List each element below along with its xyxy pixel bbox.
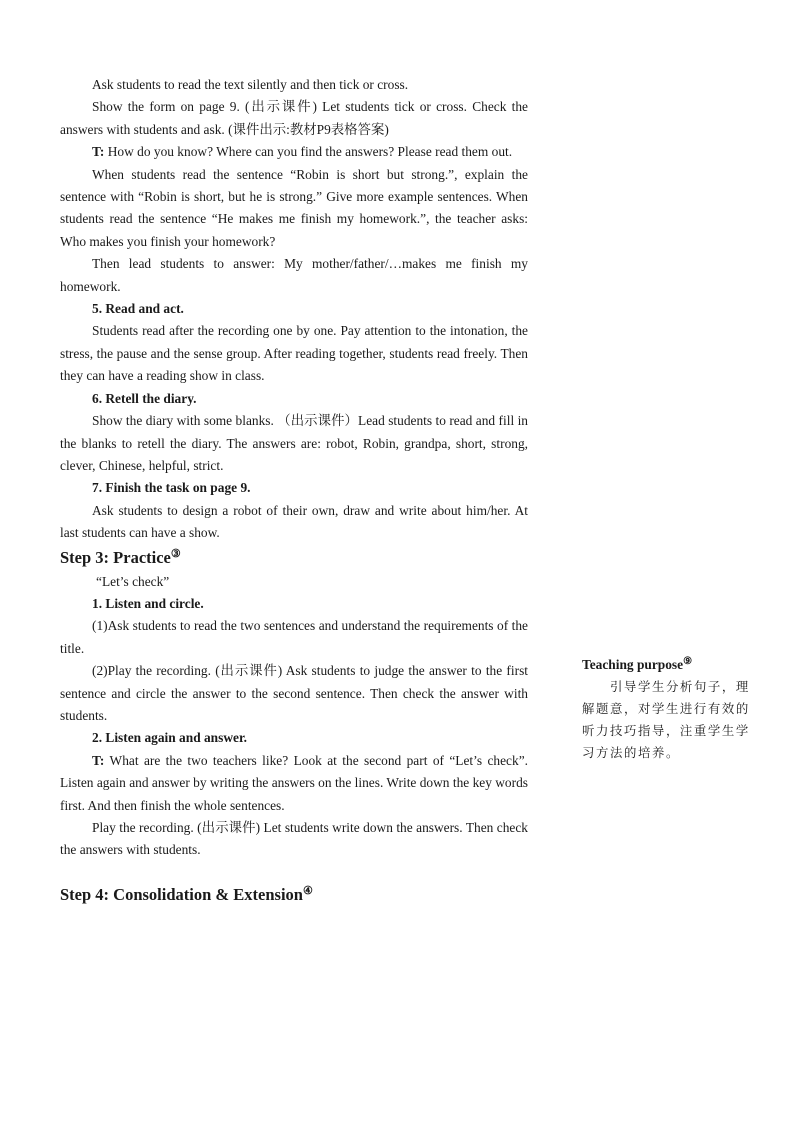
paragraph-teacher-question (60, 141, 528, 163)
paragraph-lead-answer: Then lead students to answer: My mother/father/…makes me finish my homework. (60, 256, 528, 294)
paragraph-read-two-sentences: (1)Ask students to read the two sentences and understand the requirements of the title. (60, 618, 528, 656)
step3-footnote-mark: ③ (170, 547, 181, 560)
paragraph-two-teachers (60, 750, 528, 817)
paragraph-robin-sentence: When students read the sentence “Robin is short but strong.”, explain the sentence with “Robin is short, but he is strong.” Give more example sentences. When students read the sentence “He makes me finish my homework.”, the teacher asks: Who makes you finish your homework? (60, 166, 528, 249)
heading-finish-task: 7. Finish the task on page 9. (92, 480, 251, 496)
heading-retell-diary: 6. Retell the diary. (92, 390, 197, 406)
teaching-purpose-title: Teaching purpose (582, 657, 684, 672)
two-teachers-text: What are the two teachers like? Look at the second part of “Let’s check”. Listen again and answer by writing the answers on the lines. Write down the key words first. And then finish the whole sentences. (60, 752, 528, 813)
step3-heading (60, 545, 528, 571)
step4-heading (60, 882, 528, 908)
paragraph-read-after-recording: Students read after the recording one by one. Pay attention to the intonation, the stress, the pause and the sense group. After reading together, students read freely. Then they can have a reading show in class. (60, 323, 528, 384)
teaching-purpose-mark: ⑨ (683, 656, 693, 667)
step3-title: Step 3: Practice (60, 547, 171, 567)
speaker-label: T: (92, 144, 105, 160)
heading-listen-circle: 1. Listen and circle. (92, 595, 204, 611)
paragraph-diary-blanks: Show the diary with some blanks. （出示课件）Lead students to read and fill in the blanks to retell the diary. The answers are: robot, Robin, grandpa, short, strong, clever, Chinese, helpful, strict. (60, 413, 528, 473)
paragraph-play-recording-write: Play the recording. (出示课件) Let students write down the answers. Then check the answers with students. (60, 820, 528, 858)
teaching-purpose-heading (582, 654, 752, 676)
teaching-purpose-sidebar (582, 654, 752, 764)
heading-read-and-act: 5. Read and act. (92, 301, 184, 317)
heading-listen-answer: 2. Listen again and answer. (92, 730, 248, 746)
spacer (60, 862, 528, 882)
paragraph-play-recording-judge: (2)Play the recording. (出示课件) Ask students to judge the answer to the first sentence and circle the answer to the second sentence. Then check the answer with students. (60, 663, 528, 723)
teacher-question-text: How do you know? Where can you find the answers? Please read them out. (104, 144, 513, 160)
paragraph-show-form: Show the form on page 9. (出示课件) Let students tick or cross. Check the answers with students and ask. (课件出示:教材P9表格答案) (60, 99, 528, 137)
step4-title: Step 4: Consolidation & Extension (60, 884, 303, 904)
teaching-purpose-note: 引导学生分析句子，理解题意，对学生进行有效的听力技巧指导，注重学生学习方法的培养。 (582, 679, 750, 760)
speaker-label: T: (92, 752, 105, 768)
lesson-plan-body (60, 74, 528, 908)
lets-check-label: “Let’s check” (96, 573, 170, 589)
paragraph-read-silently: Ask students to read the text silently and then tick or cross. (92, 77, 409, 92)
step4-footnote-mark: ④ (302, 884, 313, 897)
paragraph-design-robot: Ask students to design a robot of their own, draw and write about him/her. At last students can have a show. (60, 502, 528, 541)
